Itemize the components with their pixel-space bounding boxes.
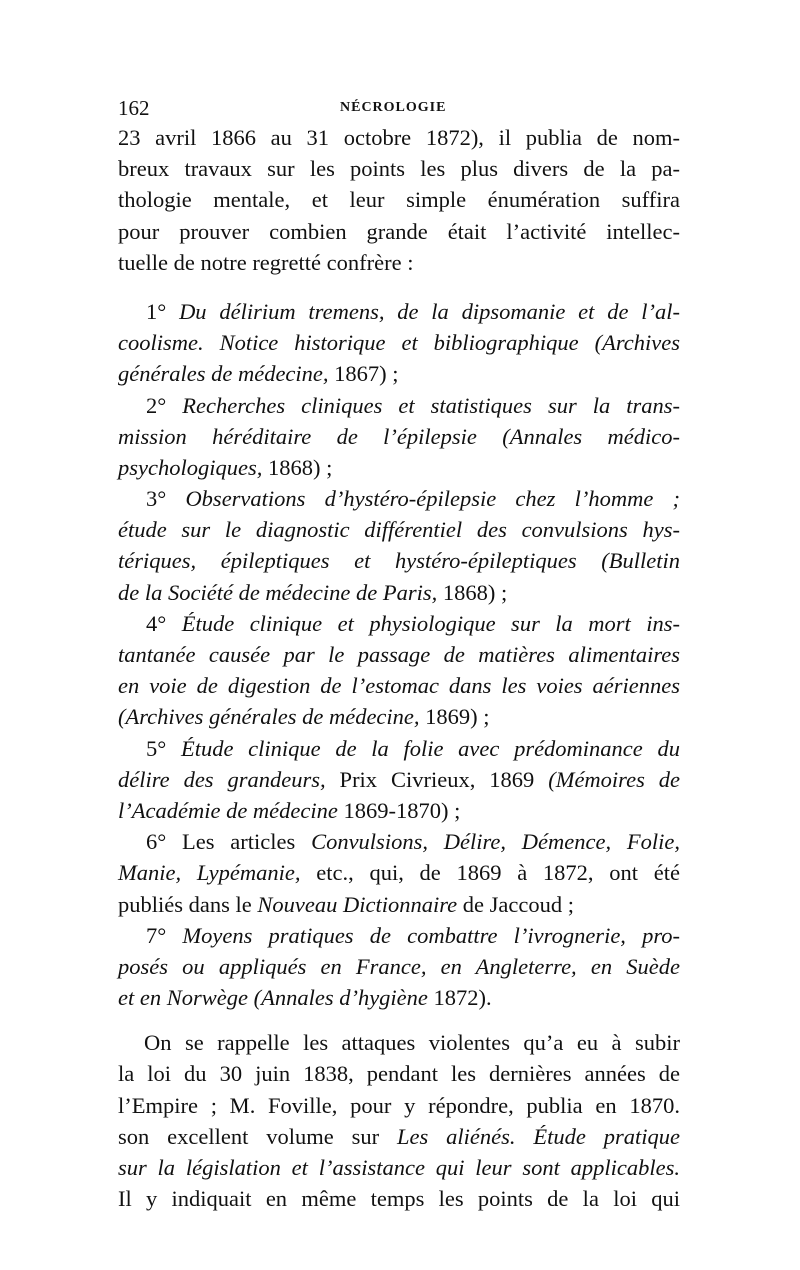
work-item xyxy=(118,483,680,608)
text-line: Manie, Lypémanie, etc., qui, de 1869 à 1872, ont été xyxy=(118,860,680,886)
running-header xyxy=(118,96,680,122)
text-line: 1° Du délirium tremens, de la dipsomanie et de l’al- xyxy=(146,298,680,324)
text-line: thologie mentale, et leur simple énumération suffira xyxy=(118,187,680,213)
text-line: posés ou appliqués en France, en Angleterre, en Suède xyxy=(118,953,680,979)
page-number: 162 xyxy=(118,96,150,120)
work-item xyxy=(118,296,680,390)
works-list xyxy=(118,296,680,1013)
work-item xyxy=(118,826,680,920)
text-line: 3° Observations d’hystéro-épilepsie chez l’homme ; xyxy=(146,486,680,512)
text-line: (Archives générales de médecine, 1869) ; xyxy=(118,704,490,730)
text-line: 2° Recherches cliniques et statistiques sur la trans- xyxy=(146,392,681,418)
text-line: générales de médecine, 1867) ; xyxy=(118,361,399,387)
text-line: Il y indiquait en même temps les points de la loi qui xyxy=(118,1186,680,1212)
text-line: 7° Moyens pratiques de combattre l’ivrognerie, pro- xyxy=(146,922,681,948)
text-line: 5° Étude clinique de la folie avec prédominance du xyxy=(146,735,680,761)
page xyxy=(118,96,680,1214)
text-line: sur la législation et l’assistance qui leur sont applicables. xyxy=(118,1155,680,1180)
text-line: son excellent volume sur Les aliénés. Étude pratique xyxy=(118,1123,680,1149)
text-line: tuelle de notre regretté confrère : xyxy=(118,249,414,275)
text-line: délire des grandeurs, Prix Civrieux, 1869 (Mémoires de xyxy=(118,766,680,792)
text-line: publiés dans le Nouveau Dictionnaire de Jaccoud ; xyxy=(118,891,574,917)
text-line: 4° Étude clinique et physiologique sur la mort ins- xyxy=(146,610,681,636)
text-line: et en Norwège (Annales d’hygiène 1872). xyxy=(118,985,492,1011)
intro-paragraph xyxy=(118,122,680,278)
text-line: étude sur le diagnostic différentiel des convulsions hys- xyxy=(118,517,680,543)
text-line: l’Académie de médecine 1869-1870) ; xyxy=(118,797,461,823)
text-line: 6° Les articles Convulsions, Délire, Démence, Folie, xyxy=(146,829,680,855)
text-line: On se rappelle les attaques violentes qu’a eu à subir xyxy=(144,1030,680,1056)
text-line: mission héréditaire de l’épilepsie (Annales médico- xyxy=(118,423,680,449)
text-line: breux travaux sur les points les plus divers de la pa- xyxy=(118,156,680,182)
work-item xyxy=(118,920,680,1014)
work-item xyxy=(118,608,680,733)
text-line: la loi du 30 juin 1838, pendant les dernières années de xyxy=(118,1061,680,1087)
text-line: l’Empire ; M. Foville, pour y répondre, publia en 1870. xyxy=(118,1092,680,1118)
closing-paragraph xyxy=(118,1027,680,1214)
text-line: de la Société de médecine de Paris, 1868) ; xyxy=(118,579,508,605)
text-line: en voie de digestion de l’estomac dans les voies aériennes xyxy=(118,673,680,699)
work-item xyxy=(118,390,680,484)
text-line: 23 avril 1866 au 31 octobre 1872), il publia de nom- xyxy=(118,125,680,150)
text-line: coolisme. Notice historique et bibliographique (Archives xyxy=(118,330,680,356)
text-line: tantanée causée par le passage de matières alimentaires xyxy=(118,642,680,667)
text-line: psychologiques, 1868) ; xyxy=(118,454,333,480)
running-title: NÉCROLOGIE xyxy=(340,100,447,115)
work-item xyxy=(118,733,680,827)
text-line: tériques, épileptiques et hystéro-épileptiques (Bulletin xyxy=(118,548,680,574)
text-line: pour prouver combien grande était l’activité intellec- xyxy=(118,218,680,244)
